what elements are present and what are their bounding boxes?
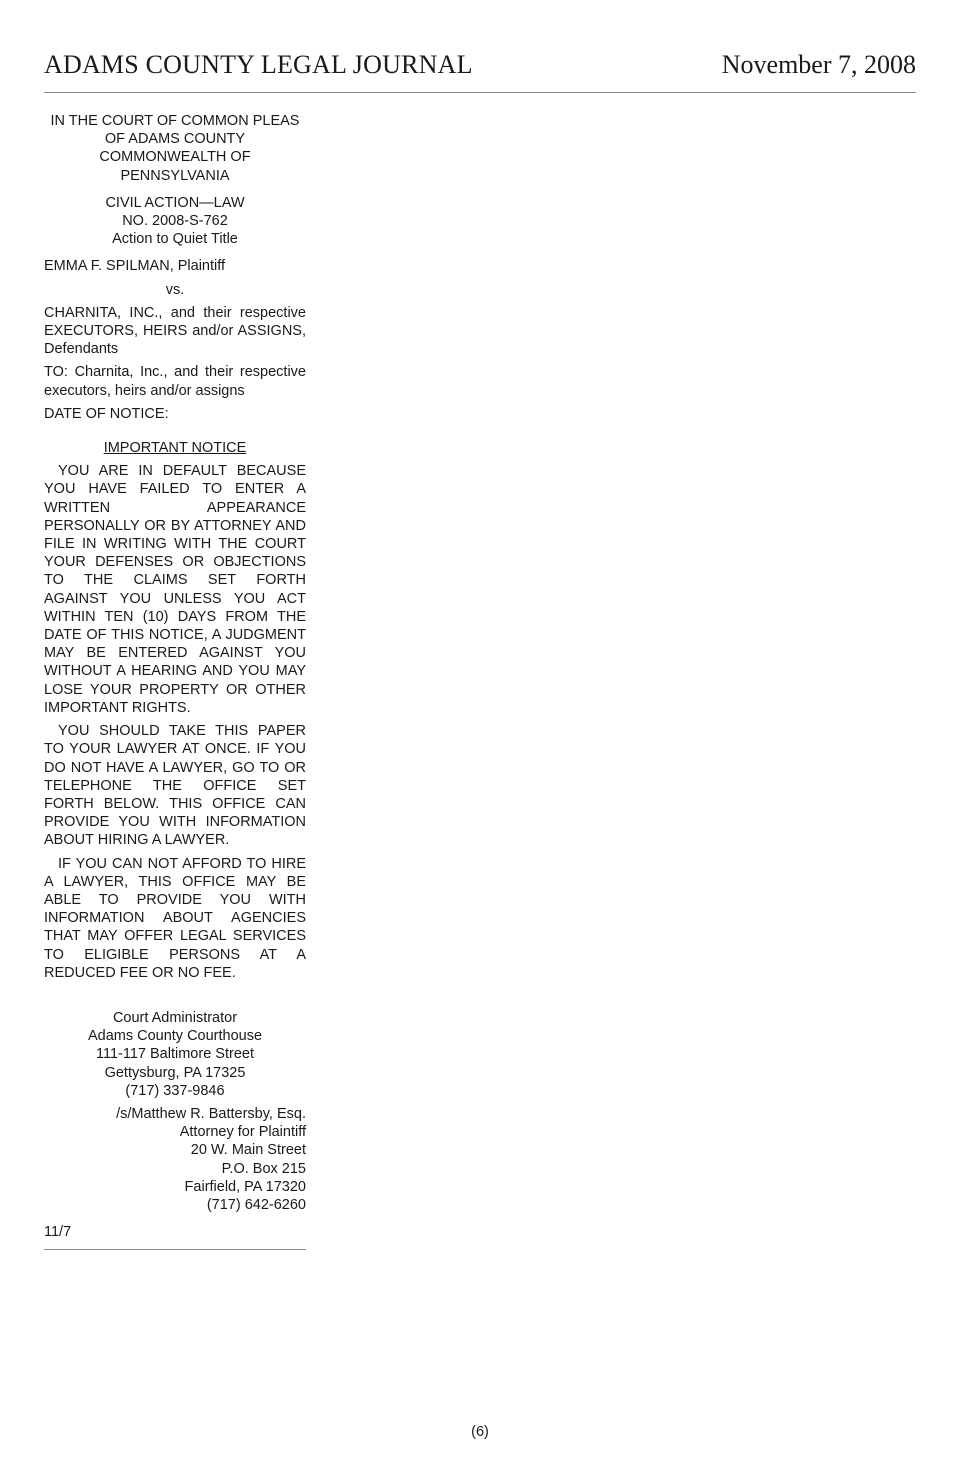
admin-line: Gettysburg, PA 17325 — [104, 1064, 246, 1081]
end-rule — [44, 1249, 306, 1250]
admin-line: 111-117 Baltimore Street — [96, 1046, 254, 1063]
case-number: NO. 2008-S-762 — [122, 213, 228, 230]
attorney-line: 20 W. Main Street — [190, 1142, 306, 1159]
case-caption — [44, 194, 306, 249]
masthead — [44, 50, 916, 93]
court-caption — [44, 112, 306, 185]
attorney-block — [44, 1105, 306, 1214]
court-line: IN THE COURT OF COMMON PLEAS — [50, 113, 300, 129]
addressee: TO: Charnita, Inc., and their respective executors, heirs and/or assigns — [44, 364, 306, 399]
attorney-line: Attorney for Plaintiff — [179, 1124, 306, 1141]
notice-paragraph: IF YOU CAN NOT AFFORD TO HIRE A LAWYER, THIS OFFICE MAY BE ABLE TO PROVIDE YOU WITH INFORMATION ABOUT AGENCIES THAT MAY OFFER LEGAL SERVICES TO ELIGIBLE PERSONS AT A REDUCED FEE OR NO FEE. — [44, 855, 306, 981]
court-line: PENNSYLVANIA — [120, 167, 230, 184]
versus: vs. — [165, 281, 185, 298]
case-line: CIVIL ACTION—LAW — [105, 194, 245, 211]
admin-line: Court Administrator — [112, 1009, 238, 1026]
run-date: 11/7 — [44, 1224, 72, 1241]
notice-paragraph: YOU SHOULD TAKE THIS PAPER TO YOUR LAWYER AT ONCE. IF YOU DO NOT HAVE A LAWYER, GO TO OR TELEPHONE THE OFFICE SET FORTH BELOW. THIS OFFICE CAN PROVIDE YOU WITH INFORMATION ABOUT HIRING A LAWYER. — [44, 723, 306, 849]
defendants: CHARNITA, INC., and their respective EXECUTORS, HEIRS and/or ASSIGNS, Defendants — [44, 304, 306, 358]
attorney-line: P.O. Box 215 — [221, 1160, 306, 1177]
page-number: (6) — [471, 1424, 489, 1440]
admin-line: Adams County Courthouse — [87, 1028, 263, 1045]
notice-paragraph: YOU ARE IN DEFAULT BECAUSE YOU HAVE FAILED TO ENTER A WRITTEN APPEARANCE PERSONALLY OR BY ATTORNEY AND FILE IN WRITING WITH THE COURT YOUR DEFENSES OR OBJECTIONS TO THE CLAIMS SET FORTH AGAINST YOU UNLESS YOU ACT WITHIN TEN (10) DAYS FROM THE DATE OF THIS NOTICE, A JUDGMENT MAY BE ENTERED AGAINST YOU WITHOUT A HEARING AND YOU MAY LOSE YOUR PROPERTY OR OTHER IMPORTANT RIGHTS. — [44, 463, 306, 716]
journal-title: ADAMS COUNTY LEGAL JOURNAL — [44, 50, 473, 79]
attorney-phone: (717) 642-6260 — [206, 1196, 306, 1213]
case-type: Action to Quiet Title — [112, 231, 238, 248]
date-of-notice: DATE OF NOTICE: — [44, 405, 169, 422]
issue-date: November 7, 2008 — [721, 50, 916, 79]
legal-notice — [44, 112, 306, 1250]
attorney-signature: /s/Matthew R. Battersby, Esq. — [116, 1105, 306, 1122]
plaintiff: EMMA F. SPILMAN, Plaintiff — [44, 258, 226, 275]
notice-heading: IMPORTANT NOTICE — [103, 440, 247, 457]
attorney-line: Fairfield, PA 17320 — [184, 1178, 306, 1195]
court-line: OF ADAMS COUNTY — [104, 131, 246, 148]
court-line: COMMONWEALTH OF — [99, 149, 251, 166]
admin-phone: (717) 337-9846 — [125, 1082, 225, 1099]
court-administrator-block — [44, 1009, 306, 1100]
